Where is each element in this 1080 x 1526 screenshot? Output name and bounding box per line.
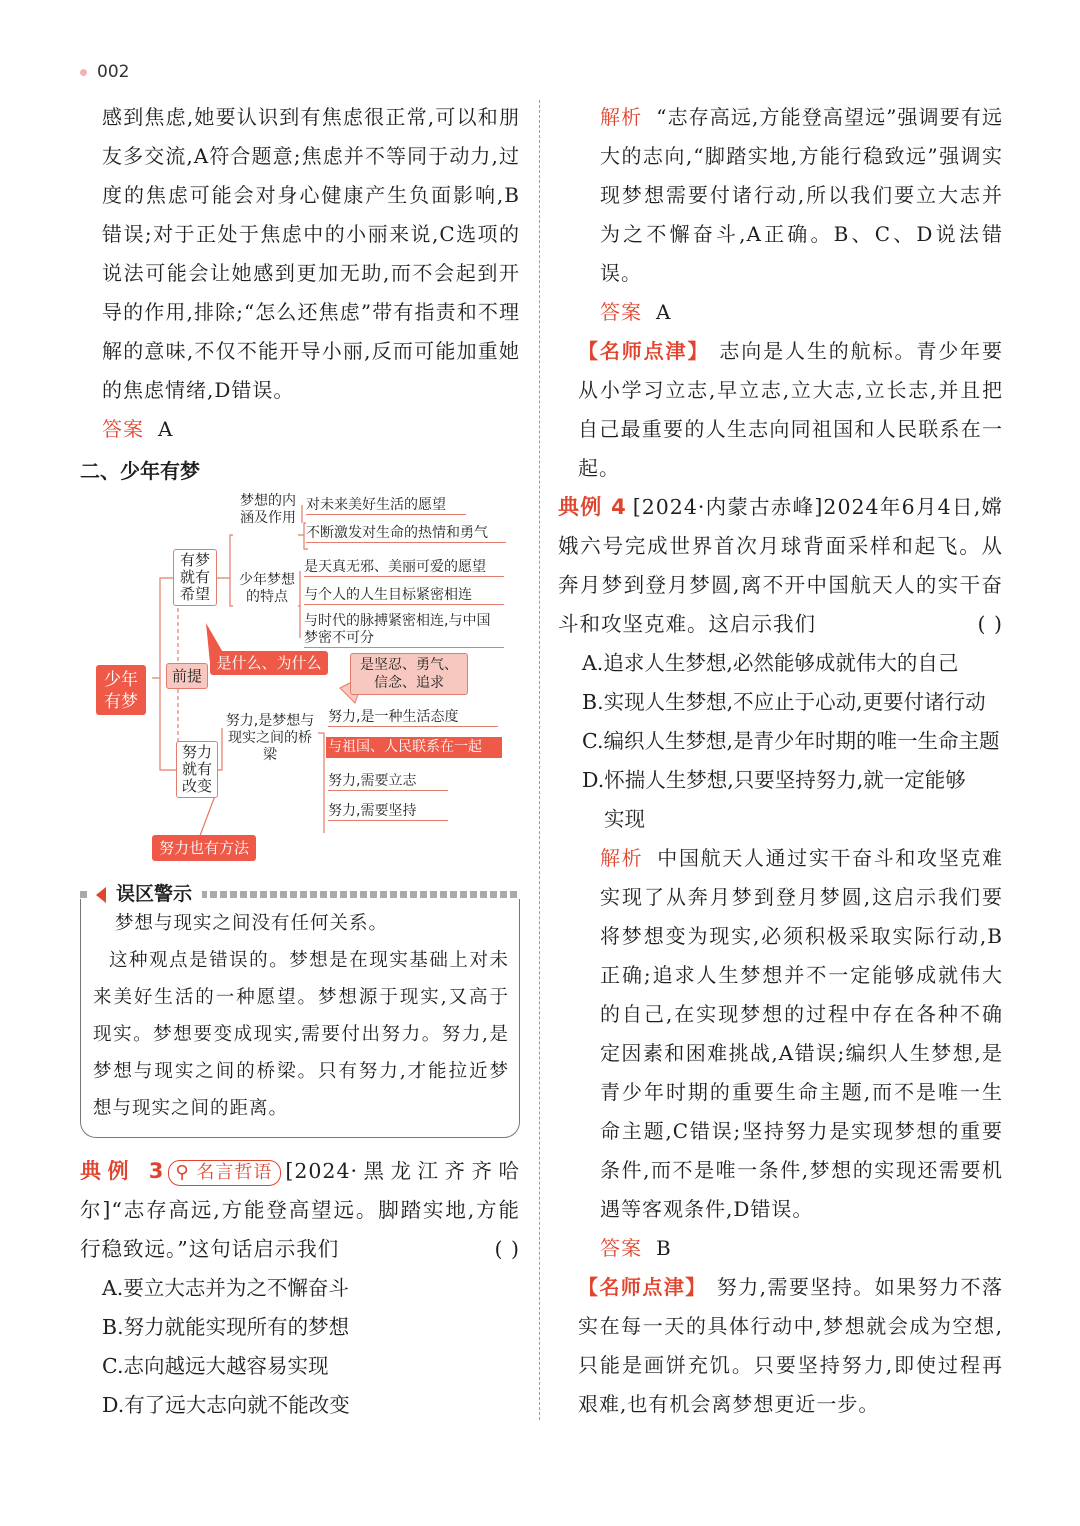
mindmap-root: 少年有梦 bbox=[96, 665, 146, 715]
warning-statement: 梦想与现实之间没有任何关系。 bbox=[115, 913, 389, 934]
mindmap-leaf: 是天真无邪、美丽可爱的愿望 bbox=[304, 559, 504, 577]
mindmap-callout-what: 是什么、为什么 bbox=[210, 651, 328, 675]
example-3-label: 典例 3 bbox=[80, 1159, 165, 1183]
mindmap-leaf: 努力,需要立志 bbox=[328, 773, 448, 791]
mindmap-callout-method: 努力也有方法 bbox=[152, 835, 256, 861]
column-divider bbox=[539, 100, 540, 1420]
option-c: C.编织人生梦想,是青少年时期的唯一生命主题 bbox=[582, 729, 1000, 753]
mindmap-callout-qualities: 是坚忍、勇气、信念、追求 bbox=[350, 653, 468, 695]
mindmap-premise: 前提 bbox=[166, 663, 208, 689]
option-d: D.有了远大志向就不能改变 bbox=[102, 1393, 350, 1417]
option-b: B.实现人生梦想,不应止于心动,更要付诸行动 bbox=[582, 690, 986, 714]
example-4 bbox=[558, 488, 1003, 839]
location-pin-icon: ⚲ bbox=[175, 1162, 190, 1183]
warning-explanation: 这种观点是错误的。梦想是在现实基础上对未来美好生活的一种愿望。梦想源于现实,又高于现实。梦想要变成现实,需要付出努力。努力,是梦想与现实之间的桥梁。只有努力,才能拉近梦想与现实之间的距离。 bbox=[93, 950, 509, 1119]
mindmap-branch2-sub: 努力,是梦想与现实之间的桥梁 bbox=[225, 713, 315, 763]
answer-paren: ( ) bbox=[494, 1237, 520, 1261]
page-number: 002 bbox=[80, 62, 129, 82]
quote-tag: ⚲ 名言哲语 bbox=[168, 1160, 281, 1186]
option-d: D.怀揣人生梦想,只要坚持努力,就一定能够 bbox=[582, 768, 966, 792]
mindmap-branch2: 努力就有改变 bbox=[176, 741, 218, 798]
example-4-label: 典例 4 bbox=[558, 495, 627, 519]
mindmap-leaf: 努力,需要坚持 bbox=[328, 803, 448, 821]
warning-title: 误区警示 bbox=[116, 883, 193, 905]
teacher-tip-1: 【名师点津】 志向是人生的航标。青少年要从小学习立志,早立志,立大志,立长志,并且把自己最重要的人生志向同祖国和人民联系在一起。 bbox=[578, 339, 1004, 480]
answer-paren: ( ) bbox=[977, 612, 1003, 636]
left-column bbox=[80, 98, 520, 1425]
mindmap-leaf: 与个人的人生目标紧密相连 bbox=[304, 587, 504, 605]
mindmap-leaf: 与时代的脉搏紧密相连,与中国梦密不可分 bbox=[304, 613, 504, 648]
mindmap-leaf: 努力,是一种生活态度 bbox=[328, 709, 498, 727]
mindmap-branch1: 有梦就有希望 bbox=[173, 549, 217, 606]
continuation-analysis: 感到焦虑,她要认识到有焦虑很正常,可以和朋友多交流,A符合题意;焦虑并不等同于动力,过度的焦虑可能会对身心健康产生负面影响,B错误;对于正处于焦虑中的小丽来说,C选项的说法可能会让她感到更加无助,而不会起到开导的作用,排除;“怎么还焦虑”带有指责和不理解的意味,不仅不能开导小丽,反而可能加重她的焦虑情绪,D错误。 bbox=[102, 105, 520, 402]
option-d-continued: 实现 bbox=[604, 807, 645, 831]
example-3-analysis: 解析 “志存高远,方能登高望远”强调要有远大的志向,“脚踏实地,方能行稳致远”强调实现梦想需要付诸行动,所以我们要立大志并为之不懈奋斗,A正确。B、C、D说法错误。 bbox=[600, 105, 1003, 285]
example-4-answer: 答案 B bbox=[600, 1236, 672, 1260]
mindmap-leaf: 不断激发对生命的热情和勇气 bbox=[306, 525, 506, 543]
warning-header bbox=[80, 879, 520, 909]
example-4-stem: 典例 4 [2024·内蒙古赤峰]2024年6月4日,嫦娥六号完成世界首次月球背面采样和起飞。从奔月梦到登月梦圆,离不开中国航天人的实干奋斗和攻坚克难。这启示我们 ( ) bbox=[558, 488, 1003, 644]
mind-map bbox=[80, 493, 520, 873]
mindmap-branch1-sub1: 梦想的内涵及作用 bbox=[240, 493, 296, 526]
example-4-analysis: 解析 中国航天人通过实干奋斗和攻坚克难实现了从奔月梦到登月梦圆,这启示我们要将梦想变为现实,必须积极采取实际行动,B正确;追求人生梦想并不一定能够成就伟大的自己,在实现梦想的过程中存在各种不确定因素和困难挑战,A错误;编织人生梦想,是青少年时期的重要生命主题,而不是唯一生命主题,C错误;坚持努力是实现梦想的重要条件,而不是唯一条件,梦想的实现还需要机遇等客观条件,D错误。 bbox=[600, 846, 1004, 1221]
warning-box bbox=[80, 899, 520, 1138]
example-3-answer: 答案 A bbox=[600, 300, 672, 324]
section-title: 二、少年有梦 bbox=[80, 459, 200, 483]
right-column bbox=[558, 98, 1004, 1424]
mindmap-leaf: 与祖国、人民联系在一起 bbox=[326, 737, 502, 758]
option-b: B.努力就能实现所有的梦想 bbox=[102, 1315, 350, 1339]
teacher-tip-2: 【名师点津】 努力,需要坚持。如果努力不落实在每一天的具体行动中,梦想就会成为空想,只能是画饼充饥。只要坚持努力,即使过程再艰难,也有机会离梦想更近一步。 bbox=[578, 1275, 1004, 1416]
speaker-icon bbox=[96, 887, 106, 903]
option-c: C.志向越远大越容易实现 bbox=[102, 1354, 329, 1378]
example-3-stem: 典例 3 ⚲ 名言哲语 [2024·黑龙江齐齐哈尔]“志存高远,方能登高望远。脚踏实地,方能行稳致远。”这句话启示我们 ( ) bbox=[80, 1152, 520, 1269]
example-3 bbox=[80, 1152, 520, 1425]
option-a: A.要立大志并为之不懈奋斗 bbox=[102, 1276, 349, 1300]
mindmap-branch1-sub2: 少年梦想的特点 bbox=[239, 572, 295, 605]
option-a: A.追求人生梦想,必然能够成就伟大的自己 bbox=[582, 651, 959, 675]
answer-line: 答案 A bbox=[102, 417, 174, 441]
page-dot-icon bbox=[80, 69, 87, 76]
mindmap-leaf: 对未来美好生活的愿望 bbox=[306, 497, 466, 515]
